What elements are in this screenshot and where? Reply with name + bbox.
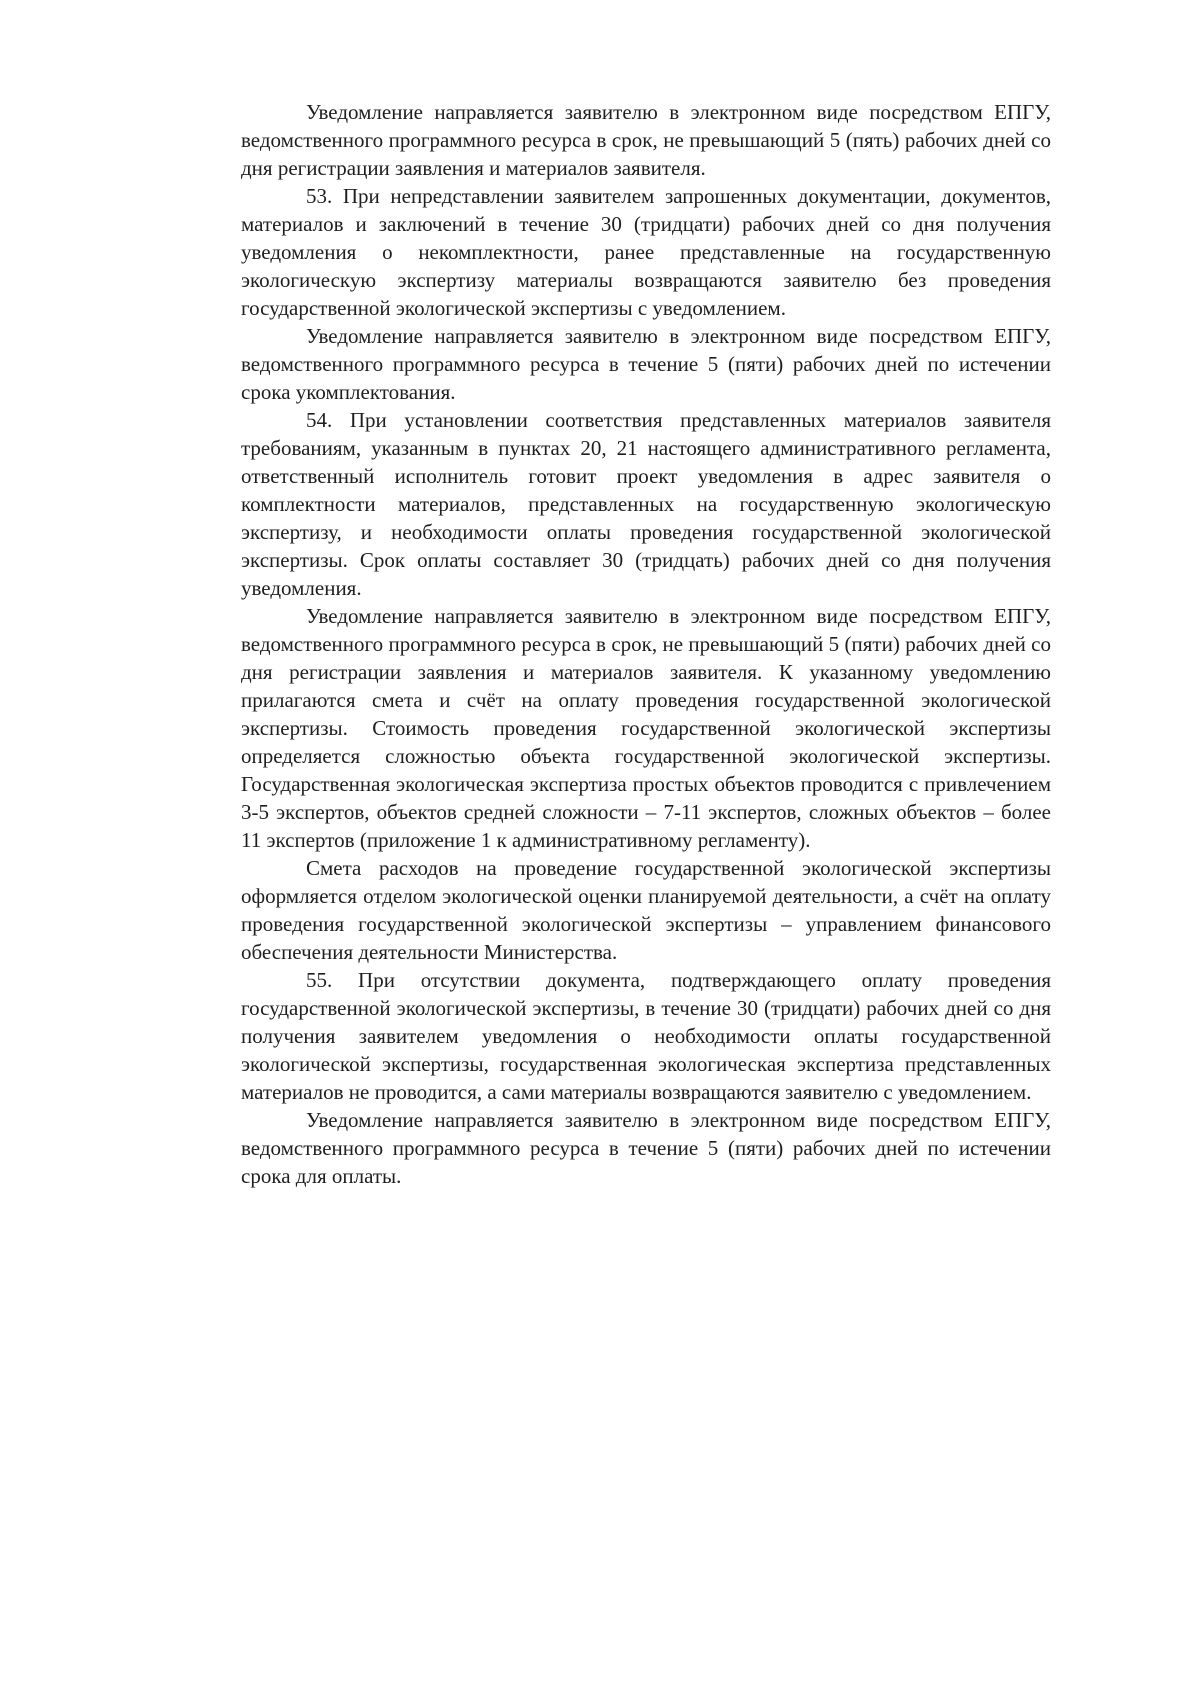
paragraph-notice-payment-term: Уведомление направляется заявителю в электронном виде посредством ЕПГУ, ведомственного программного ресурса в течение 5 (пяти) рабочих дней по истечении срока для оплаты. <box>241 1108 1051 1188</box>
paragraph-estimate: Смета расходов на проведение государственной экологической экспертизы оформляется отделом экологической оценки планируемой деятельности, а счёт на оплату проведения государственной экологической экспертизы – управлением финансового обеспечения деятельности Министерства. <box>241 856 1051 964</box>
paragraph-54: 54. При установлении соответствия представленных материалов заявителя требованиям, указанным в пунктах 20, 21 настоящего административного регламента, ответственный исполнитель готовит проект уведомления в адрес заявителя о комплектности материалов, представленных на государственную экологическую экспертизу, и необходимости оплаты проведения государственной экологической экспертизы. Срок оплаты составляет 30 (тридцать) рабочих дней со дня получения уведомления. <box>241 408 1051 600</box>
paragraph-notice-payment: Уведомление направляется заявителю в электронном виде посредством ЕПГУ, ведомственного программного ресурса в срок, не превышающий 5 (пяти) рабочих дней со дня регистрации заявления и материалов заявителя. К указанному уведомлению прилагаются смета и счёт на оплату проведения государственной экологической экспертизы. Стоимость проведения государственной экологической экспертизы определяется сложностью объекта государственной экологической экспертизы. Государственная экологическая экспертиза простых объектов проводится с привлечением 3-5 экспертов, объектов средней сложности – 7-11 экспертов, сложных объектов – более 11 экспертов (приложение 1 к административному регламенту). <box>241 604 1051 852</box>
paragraph-notice-completion-term: Уведомление направляется заявителю в электронном виде посредством ЕПГУ, ведомственного программного ресурса в течение 5 (пяти) рабочих дней по истечении срока укомплектования. <box>241 324 1051 404</box>
document-page <box>241 98 1051 1190</box>
paragraph-55: 55. При отсутствии документа, подтверждающего оплату проведения государственной экологической экспертизы, в течение 30 (тридцати) рабочих дней со дня получения заявителем уведомления о необходимости оплаты государственной экологической экспертизы, государственная экологическая экспертиза представленных материалов не проводится, а сами материалы возвращаются заявителю с уведомлением. <box>241 968 1051 1104</box>
paragraph-53: 53. При непредставлении заявителем запрошенных документации, документов, материалов и заключений в течение 30 (тридцати) рабочих дней со дня получения уведомления о некомплектности, ранее представленные на государственную экологическую экспертизу материалы возвращаются заявителю без проведения государственной экологической экспертизы с уведомлением. <box>241 184 1051 320</box>
paragraph-notice-incomplete: Уведомление направляется заявителю в электронном виде посредством ЕПГУ, ведомственного программного ресурса в срок, не превышающий 5 (пять) рабочих дней со дня регистрации заявления и материалов заявителя. <box>241 100 1051 180</box>
